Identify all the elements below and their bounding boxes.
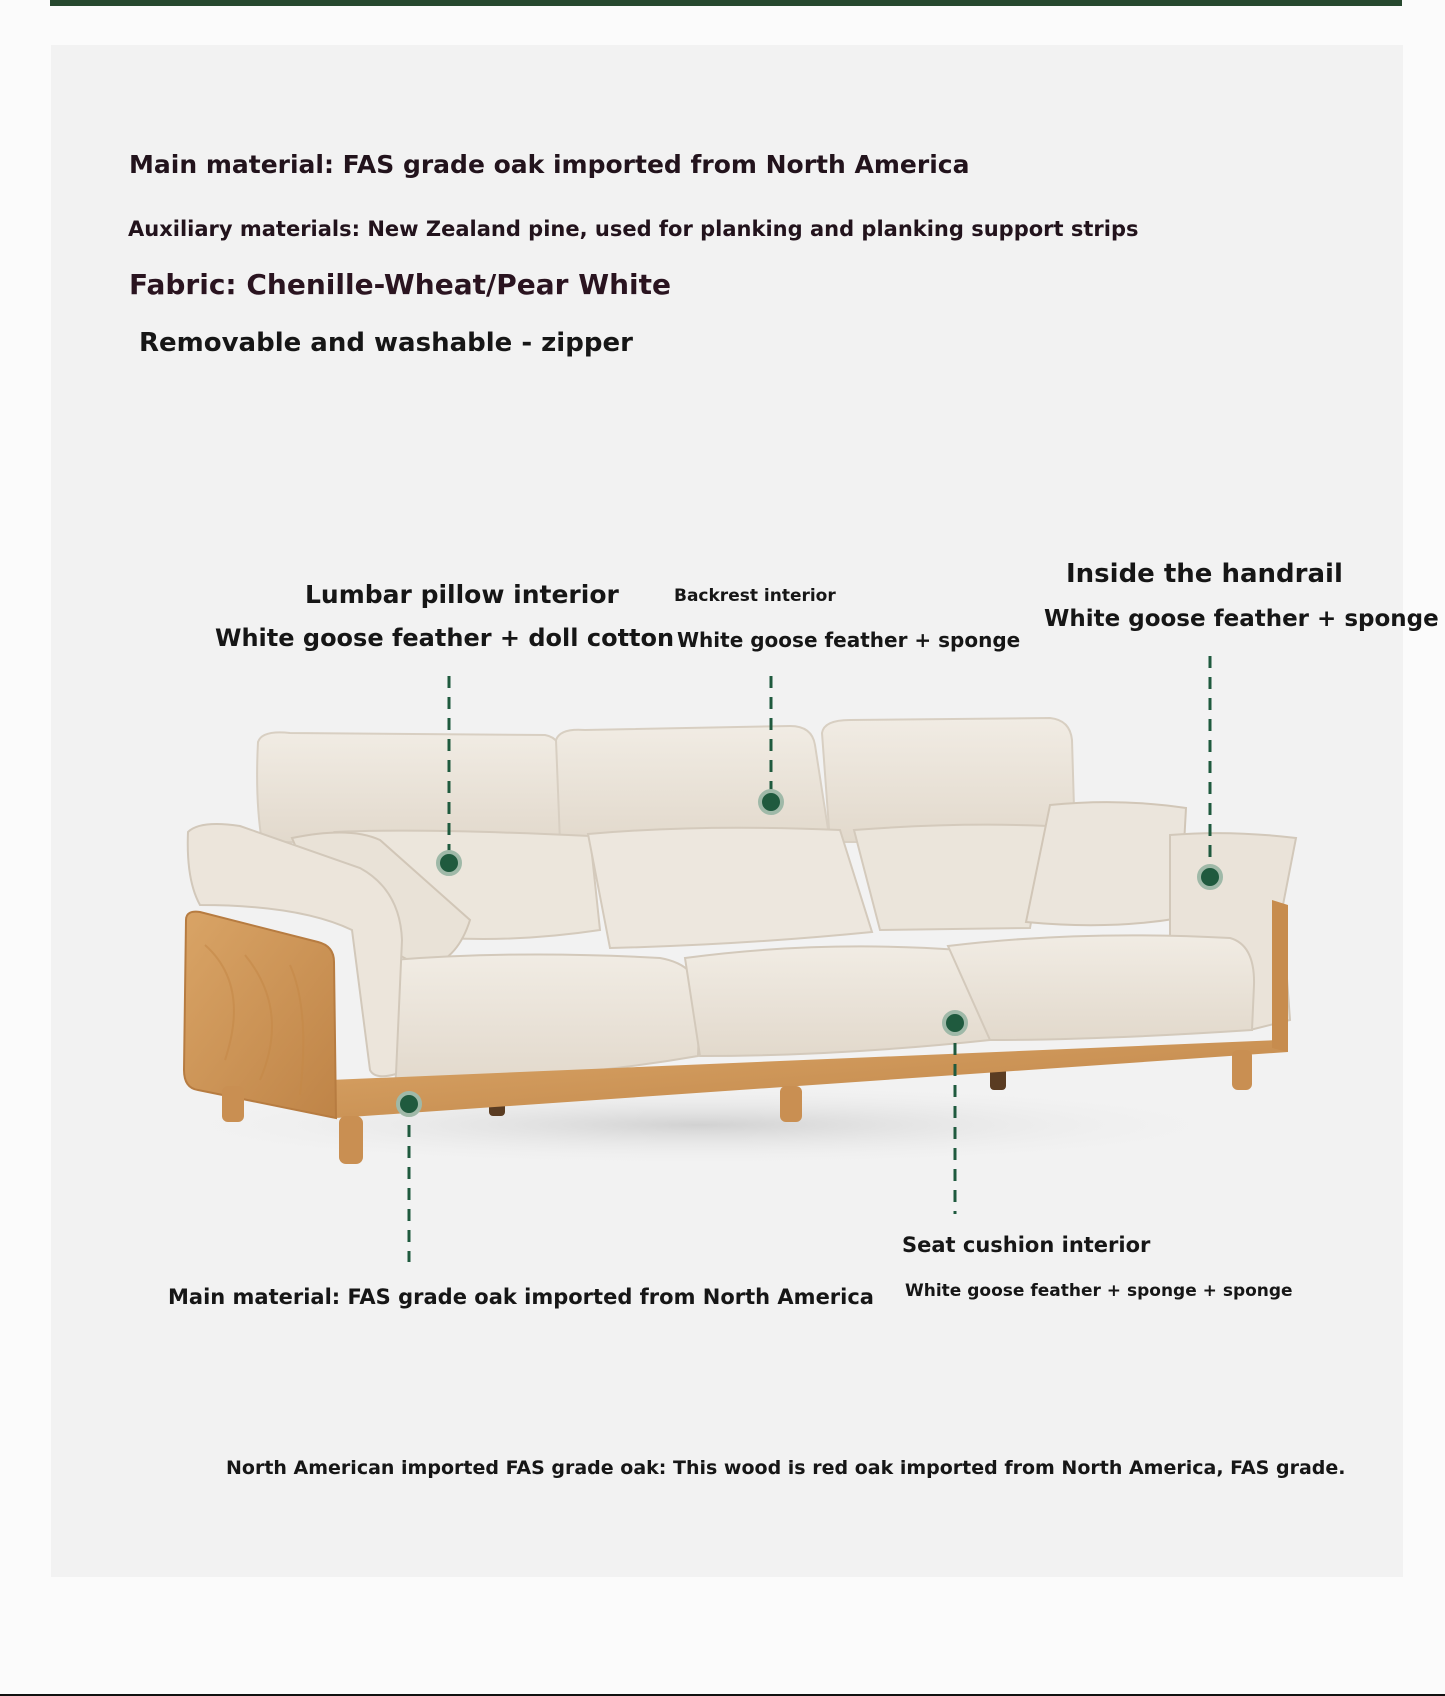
oak-footnote: North American imported FAS grade oak: This wood is red oak imported from North America, FAS grade. [226,1457,1346,1479]
front-leg [780,1086,802,1122]
lumbar-pillow [854,825,1048,930]
seat-cushion-middle [685,946,990,1056]
lumbar-pillow [588,828,872,948]
marker-dot-handrail [1199,866,1221,888]
callout-base-material: Main material: FAS grade oak imported from North America [168,1285,874,1309]
oak-side-panel-left [184,912,336,1118]
front-leg [339,1116,363,1164]
marker-dot-seat [944,1012,966,1034]
callout-handrail-desc: White goose feather + sponge [1044,606,1439,632]
spec-fabric: Fabric: Chenille-Wheat/Pear White [129,268,671,301]
front-leg [222,1086,244,1122]
spec-washable: Removable and washable - zipper [139,328,633,358]
back-cushion-left [257,732,562,842]
back-cushion-right [822,718,1075,842]
marker-dot-lumbar [438,852,460,874]
callout-backrest-desc: White goose feather + sponge [677,628,1021,652]
callout-seat-title: Seat cushion interior [902,1233,1151,1257]
callout-seat-desc: White goose feather + sponge + sponge [905,1281,1293,1301]
throw-pillow [1026,802,1186,925]
callout-handrail-title: Inside the handrail [1066,559,1343,589]
seat-cushion-right [948,935,1254,1040]
front-leg [1232,1050,1252,1090]
back-cushion-middle [556,726,830,842]
callout-backrest-title: Backrest interior [674,586,836,606]
spec-auxiliary-materials: Auxiliary materials: New Zealand pine, used for planking and planking support strips [128,217,1139,241]
callout-lumbar-desc: White goose feather + doll cotton [215,624,675,652]
seat-cushion-left [392,954,700,1082]
marker-dot-base [398,1093,420,1115]
oak-side-rail [1272,900,1288,1052]
callout-lumbar-title: Lumbar pillow interior [305,580,619,609]
marker-dot-backrest [760,791,782,813]
spec-main-material: Main material: FAS grade oak imported from North America [129,150,970,179]
